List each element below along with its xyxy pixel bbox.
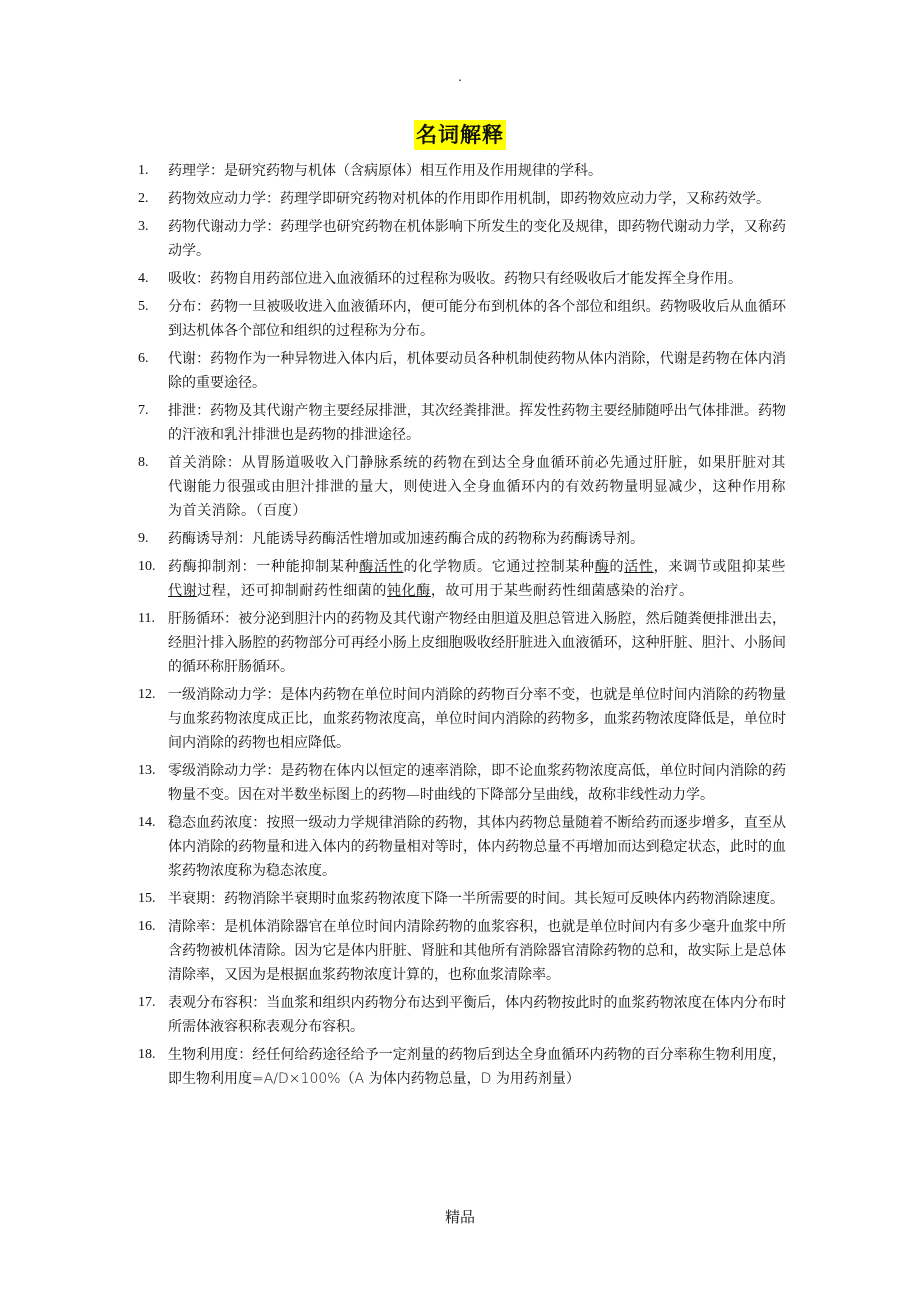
- term-list: [138, 159, 786, 1095]
- underlined-term: 钝化酶: [387, 583, 431, 599]
- item-text: 表观分布容积：当血浆和组织内药物分布达到平衡后，体内药物按此时的血浆药物浓度在体内分布时所需体液容积称表观分布容积。: [168, 995, 786, 1035]
- item-number: 18.: [138, 1047, 156, 1062]
- underlined-term: 酶活性: [359, 559, 404, 575]
- item-number: 1.: [138, 163, 149, 178]
- list-item: [138, 991, 786, 1039]
- item-text: 药酶诱导剂：凡能诱导药酶活性增加或加速药酶合成的药物称为药酶诱导剂。: [168, 531, 644, 547]
- list-item: [138, 759, 786, 807]
- item-text: 首关消除：从胃肠道吸收入门静脉系统的药物在到达全身血循环前必先通过肝脏，如果肝脏对其代谢能力很强或由胆汁排泄的量大，则使进入全身血循环内的有效药物量明显减少，这种作用称为首关消除。（百度）: [168, 455, 786, 519]
- item-text: 肝肠循环：被分泌到胆汁内的药物及其代谢产物经由胆道及胆总管进入肠腔，然后随粪便排泄出去，经胆汁排入肠腔的药物部分可再经小肠上皮细胞吸收经肝脏进入血液循环，这种肝脏、胆汁、小肠间的循环称肝肠循环。: [168, 611, 786, 675]
- item-text: 代谢：药物作为一种异物进入体内后，机体要动员各种机制使药物从体内消除，代谢是药物在体内消除的重要途径。: [168, 351, 786, 391]
- list-item: [138, 451, 786, 523]
- underlined-term: 代谢: [168, 583, 198, 599]
- item-text: 稳态血药浓度：按照一级动力学规律消除的药物，其体内药物总量随着不断给药而逐步增多，直至从体内消除的药物量和进入体内的药物量相对等时，体内药物总量不再增加而达到稳定状态，此时的血浆药物浓度称为稳态浓度。: [168, 815, 786, 879]
- item-text: 分布：药物一旦被吸收进入血液循环内，便可能分布到机体的各个部位和组织。药物吸收后从血循环到达机体各个部位和组织的过程称为分布。: [168, 299, 786, 339]
- item-number: 10.: [138, 559, 156, 574]
- list-item: [138, 915, 786, 987]
- item-number: 15.: [138, 891, 156, 906]
- item-number: 3.: [138, 219, 149, 234]
- item-number: 13.: [138, 763, 156, 778]
- list-item: [138, 683, 786, 755]
- item-text: 排泄：药物及其代谢产物主要经尿排泄，其次经粪排泄。挥发性药物主要经肺随呼出气体排泄。药物的汗液和乳汁排泄也是药物的排泄途径。: [168, 403, 786, 443]
- item-text: 吸收：药物自用药部位进入血液循环的过程称为吸收。药物只有经吸收后才能发挥全身作用。: [168, 271, 742, 287]
- item-number: 4.: [138, 271, 149, 286]
- item-text: 清除率：是机体消除器官在单位时间内清除药物的血浆容积，也就是单位时间内有多少毫升血浆中所含药物被机体清除。因为它是体内肝脏、肾脏和其他所有消除器官清除药物的总和，故实际上是总体清除率，又因为是根据血浆药物浓度计算的，也称血浆清除率。: [168, 919, 786, 983]
- item-text: [168, 555, 786, 603]
- item-number: 8.: [138, 455, 149, 470]
- item-number: 11.: [138, 611, 155, 626]
- list-item: [138, 607, 786, 679]
- list-item: [138, 295, 786, 343]
- item-number: 14.: [138, 815, 156, 830]
- item-text: 半衰期：药物消除半衰期时血浆药物浓度下降一半所需要的时间。其长短可反映体内药物消除速度。: [168, 891, 784, 907]
- underlined-term: 活性: [624, 559, 654, 575]
- item-text: 生物利用度：经任何给药途径给予一定剂量的药物后到达全身血循环内药物的百分率称生物利用度，即生物利用度=A/D×100%（A 为体内药物总量，D 为用药剂量）: [168, 1047, 786, 1087]
- list-item: [138, 887, 786, 911]
- item-number: 17.: [138, 995, 156, 1010]
- item-number: 5.: [138, 299, 149, 314]
- list-item: [138, 347, 786, 395]
- list-item: [138, 159, 786, 183]
- item-text: 零级消除动力学：是药物在体内以恒定的速率消除，即不论血浆药物浓度高低，单位时间内消除的药物量不变。因在对半数坐标图上的药物—时曲线的下降部分呈曲线，故称非线性动力学。: [168, 763, 786, 803]
- item-text: 药理学：是研究药物与机体（含病原体）相互作用及作用规律的学科。: [168, 163, 602, 179]
- header-mark: .: [458, 68, 462, 84]
- list-item: [138, 811, 786, 883]
- item-number: 16.: [138, 919, 156, 934]
- text-segment: ，故可用于某些耐药性细菌感染的治疗。: [430, 583, 694, 599]
- underlined-term: 酶: [594, 559, 610, 575]
- item-text: 一级消除动力学：是体内药物在单位时间内消除的药物百分率不变，也就是单位时间内消除的药物量与血浆药物浓度成正比，血浆药物浓度高，单位时间内消除的药物多，血浆药物浓度降低是，单位时间内消除的药物也相应降低。: [168, 687, 786, 751]
- list-item: [138, 399, 786, 447]
- item-number: 9.: [138, 531, 149, 546]
- list-item: [138, 187, 786, 211]
- item-text: 药物代谢动力学：药理学也研究药物在机体影响下所发生的变化及规律，即药物代谢动力学，又称药动学。: [168, 219, 786, 259]
- text-segment: 药酶抑制剂：一种能抑制某种: [168, 559, 360, 575]
- item-number: 7.: [138, 403, 149, 418]
- item-number: 6.: [138, 351, 149, 366]
- text-segment: 过程，还可抑制耐药性细菌的: [197, 583, 388, 599]
- title-container: [0, 120, 920, 150]
- text-segment: ，来调节或阻抑某些: [653, 559, 786, 575]
- list-item: [138, 555, 786, 603]
- item-number: 12.: [138, 687, 156, 702]
- list-item: [138, 215, 786, 263]
- text-segment: 的: [609, 559, 625, 575]
- page-footer: 精品: [444, 1208, 475, 1226]
- list-item: [138, 527, 786, 551]
- list-item: [138, 267, 786, 291]
- page-title: 名词解释: [414, 120, 506, 150]
- list-item: [138, 1043, 786, 1091]
- item-text: 药物效应动力学：药理学即研究药物对机体的作用即作用机制，即药物效应动力学，又称药效学。: [168, 191, 770, 207]
- text-segment: 的化学物质。它通过控制某种: [403, 559, 595, 575]
- item-number: 2.: [138, 191, 149, 206]
